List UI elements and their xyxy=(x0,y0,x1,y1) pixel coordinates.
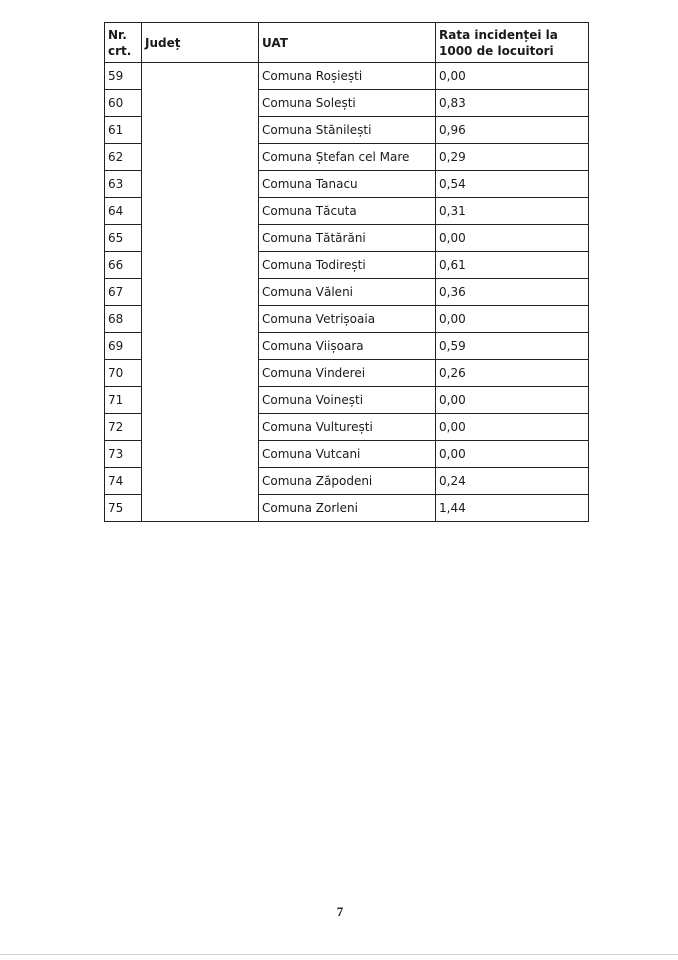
rata-cell: 0,61 xyxy=(436,252,589,279)
uat-cell: Comuna Tătărăni xyxy=(259,225,436,252)
rata-cell: 0,24 xyxy=(436,468,589,495)
uat-cell: Comuna Vulturești xyxy=(259,414,436,441)
row-number-cell: 67 xyxy=(105,279,142,306)
rata-cell: 0,83 xyxy=(436,90,589,117)
row-number-cell: 63 xyxy=(105,171,142,198)
rata-cell: 0,00 xyxy=(436,414,589,441)
uat-cell: Comuna Vinderei xyxy=(259,360,436,387)
uat-cell: Comuna Zorleni xyxy=(259,495,436,522)
row-number-cell: 61 xyxy=(105,117,142,144)
row-number-cell: 68 xyxy=(105,306,142,333)
incidence-table xyxy=(104,22,589,522)
header-nr-crt: Nr. crt. xyxy=(105,23,142,63)
page-number: 7 xyxy=(336,904,344,919)
row-number-cell: 70 xyxy=(105,360,142,387)
row-number-cell: 64 xyxy=(105,198,142,225)
uat-cell: Comuna Viișoara xyxy=(259,333,436,360)
rata-cell: 0,00 xyxy=(436,441,589,468)
rata-cell: 0,00 xyxy=(436,225,589,252)
uat-cell: Comuna Todirești xyxy=(259,252,436,279)
table-header-row xyxy=(105,23,589,63)
uat-cell: Comuna Voinești xyxy=(259,387,436,414)
uat-cell: Comuna Vutcani xyxy=(259,441,436,468)
uat-cell: Comuna Tanacu xyxy=(259,171,436,198)
row-number-cell: 75 xyxy=(105,495,142,522)
row-number-cell: 65 xyxy=(105,225,142,252)
rata-cell: 0,59 xyxy=(436,333,589,360)
rata-cell: 0,29 xyxy=(436,144,589,171)
rata-cell: 0,26 xyxy=(436,360,589,387)
rata-cell: 0,54 xyxy=(436,171,589,198)
row-number-cell: 60 xyxy=(105,90,142,117)
table-row xyxy=(105,63,589,90)
uat-cell: Comuna Zăpodeni xyxy=(259,468,436,495)
rata-cell: 1,44 xyxy=(436,495,589,522)
rata-cell: 0,00 xyxy=(436,306,589,333)
row-number-cell: 59 xyxy=(105,63,142,90)
header-judet: Județ xyxy=(142,23,259,63)
uat-cell: Comuna Roșiești xyxy=(259,63,436,90)
rata-cell: 0,00 xyxy=(436,63,589,90)
table-body xyxy=(105,63,589,522)
row-number-cell: 66 xyxy=(105,252,142,279)
uat-cell: Comuna Ștefan cel Mare xyxy=(259,144,436,171)
rata-cell: 0,31 xyxy=(436,198,589,225)
judet-cell xyxy=(142,63,259,522)
header-uat: UAT xyxy=(259,23,436,63)
rata-cell: 0,96 xyxy=(436,117,589,144)
uat-cell: Comuna Vetrișoaia xyxy=(259,306,436,333)
page-bottom-rule xyxy=(0,954,678,955)
rata-cell: 0,00 xyxy=(436,387,589,414)
row-number-cell: 74 xyxy=(105,468,142,495)
header-rata-incidentei: Rata incidenței la 1000 de locuitori xyxy=(436,23,589,63)
uat-cell: Comuna Stănilești xyxy=(259,117,436,144)
uat-cell: Comuna Solești xyxy=(259,90,436,117)
rata-cell: 0,36 xyxy=(436,279,589,306)
uat-cell: Comuna Văleni xyxy=(259,279,436,306)
row-number-cell: 71 xyxy=(105,387,142,414)
row-number-cell: 72 xyxy=(105,414,142,441)
row-number-cell: 73 xyxy=(105,441,142,468)
row-number-cell: 69 xyxy=(105,333,142,360)
row-number-cell: 62 xyxy=(105,144,142,171)
uat-cell: Comuna Tăcuta xyxy=(259,198,436,225)
